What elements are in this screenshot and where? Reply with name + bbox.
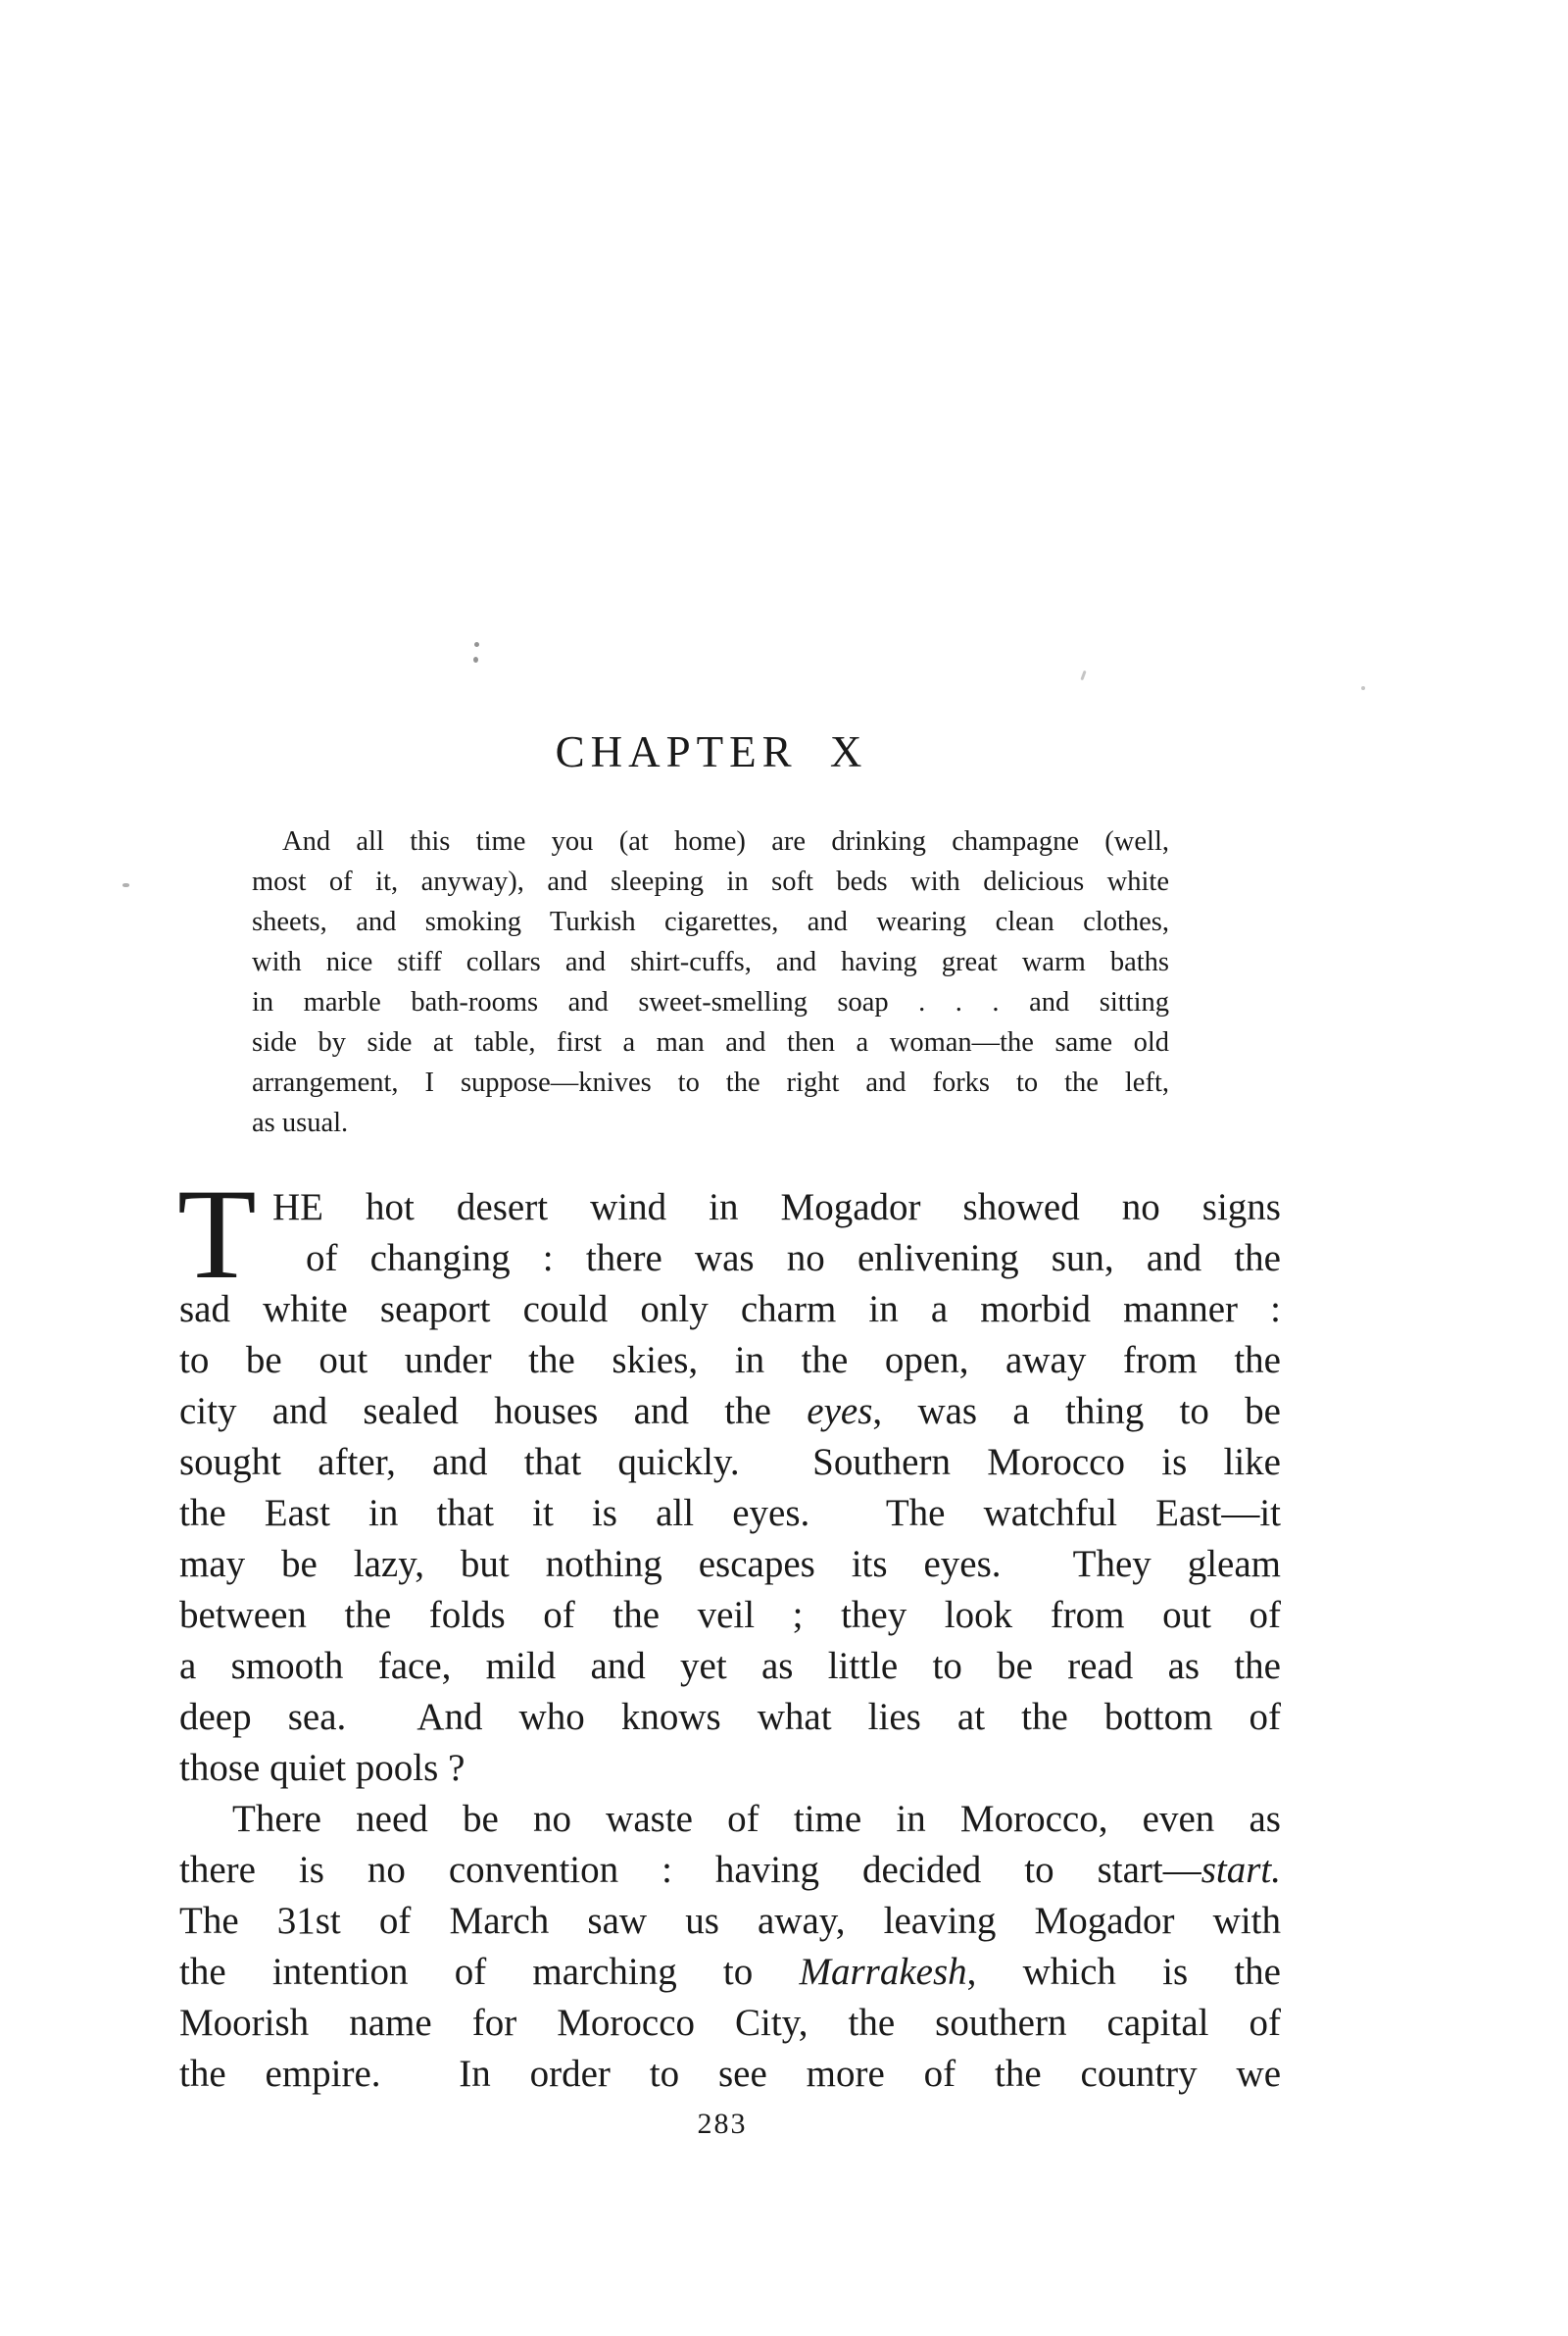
- paragraph: [179, 1794, 1281, 2100]
- body-text-block: [177, 1162, 1281, 2100]
- text-line: [179, 2049, 1281, 2100]
- epigraph-block: [252, 821, 1169, 1143]
- paragraph: [179, 1182, 1281, 1794]
- italic-text: start.: [1200, 1849, 1281, 1891]
- scan-speck: [474, 642, 479, 647]
- text-run: there is no convention : having decided to start—: [179, 1849, 1201, 1891]
- text-run: And all this time you (at home) are drinking champagne (well,: [282, 826, 1169, 857]
- text-run: between the folds of the veil ; they look from out of: [179, 1594, 1281, 1636]
- text-run: the empire. In order to see more of the country we: [179, 2053, 1281, 2095]
- text-line: [252, 821, 1169, 862]
- text-line: [179, 1998, 1281, 2049]
- text-run: the intention of marching to: [179, 1951, 800, 1993]
- text-run: as usual.: [252, 1108, 349, 1138]
- text-line: [252, 1022, 1169, 1063]
- text-run: to be out under the skies, in the open, away from the: [179, 1339, 1281, 1381]
- text-line: [272, 1182, 1281, 1233]
- text-run: may be lazy, but nothing escapes its eyes. They gleam: [179, 1543, 1281, 1585]
- text-line: [179, 1335, 1281, 1386]
- text-run: in marble bath-rooms and sweet-smelling soap . . . and sitting: [252, 987, 1169, 1018]
- text-run: deep sea. And who knows what lies at the bottom of: [179, 1696, 1281, 1738]
- text-run: city and sealed houses and the: [179, 1390, 808, 1432]
- text-line: [252, 982, 1169, 1022]
- italic-text: Marrakesh: [799, 1951, 967, 1993]
- text-line: [179, 1386, 1281, 1437]
- text-run: There need be no waste of time in Morocco, even as: [232, 1798, 1281, 1840]
- text-line: [179, 1794, 1281, 1845]
- text-line: [179, 1947, 1281, 1998]
- text-line: [252, 862, 1169, 902]
- text-run: , was a thing to be: [872, 1390, 1281, 1432]
- chapter-heading: CHAPTER X: [555, 727, 868, 776]
- text-run: arrangement, I suppose—knives to the right and forks to the left,: [252, 1068, 1169, 1098]
- drop-cap: T: [177, 1162, 257, 1306]
- text-line: [252, 942, 1169, 982]
- text-line: [179, 1641, 1281, 1692]
- text-run: sad white seaport could only charm in a morbid manner :: [179, 1288, 1281, 1330]
- text-line: [179, 1845, 1281, 1896]
- scan-speck: [473, 657, 478, 663]
- scan-speck: [122, 883, 129, 887]
- page-number: 283: [697, 2108, 748, 2140]
- text-line: [252, 1103, 1169, 1143]
- text-run: a smooth face, mild and yet as little to be read as the: [179, 1645, 1281, 1687]
- text-run: those quiet pools ?: [179, 1747, 466, 1789]
- text-run: , which is the: [966, 1951, 1281, 1993]
- text-line: [179, 1284, 1281, 1335]
- text-line: [306, 1233, 1281, 1284]
- italic-text: eyes: [807, 1390, 873, 1432]
- text-run: the East in that it is all eyes. The watchful East—it: [179, 1492, 1281, 1534]
- text-run: most of it, anyway), and sleeping in soft beds with delicious white: [252, 867, 1169, 897]
- text-run: with nice stiff collars and shirt-cuffs, and having great warm baths: [252, 947, 1169, 977]
- text-line: [179, 1590, 1281, 1641]
- text-line: [252, 1063, 1169, 1103]
- text-run: of changing : there was no enlivening sun, and the: [306, 1237, 1281, 1279]
- text-run: sheets, and smoking Turkish cigarettes, and wearing clean clothes,: [252, 907, 1169, 937]
- text-line: [252, 902, 1169, 942]
- text-line: [179, 1896, 1281, 1947]
- text-line: [179, 1692, 1281, 1743]
- scan-speck: [1361, 686, 1365, 690]
- text-run: The 31st of March saw us away, leaving Mogador with: [179, 1900, 1281, 1942]
- scan-speck: [1080, 671, 1086, 680]
- text-run: side by side at table, first a man and then a woman—the same old: [252, 1027, 1169, 1058]
- text-run: HE hot desert wind in Mogador showed no signs: [272, 1186, 1281, 1228]
- text-line: [179, 1539, 1281, 1590]
- text-line: [179, 1488, 1281, 1539]
- text-line: [179, 1437, 1281, 1488]
- text-run: sought after, and that quickly. Southern Morocco is like: [179, 1441, 1281, 1483]
- text-run: Moorish name for Morocco City, the southern capital of: [179, 2002, 1281, 2044]
- text-line: [179, 1743, 1281, 1794]
